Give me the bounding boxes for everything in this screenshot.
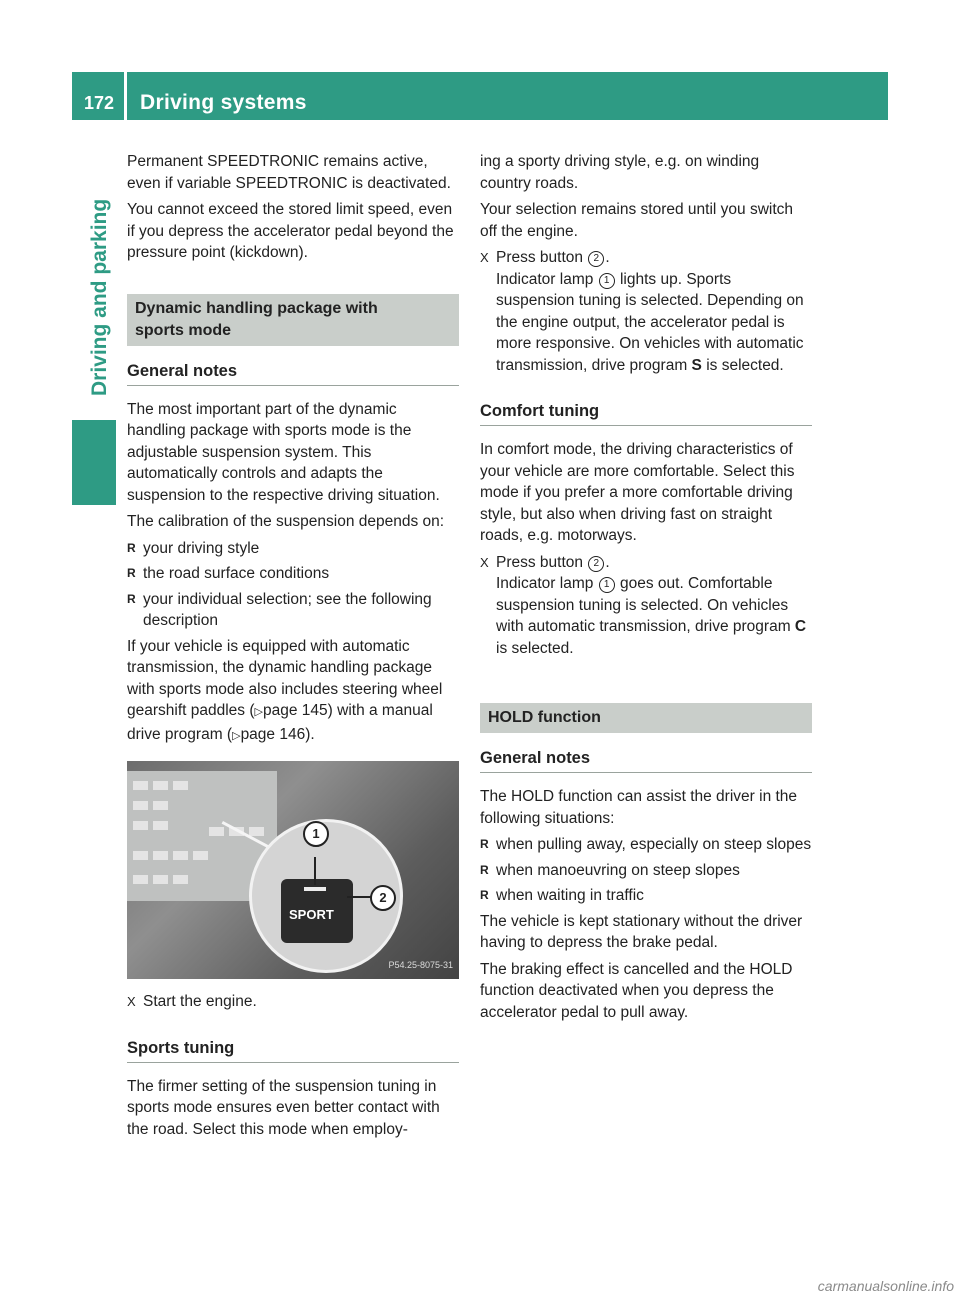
step-arrow-icon: X [480,250,489,265]
callout-badge-2: 2 [370,885,396,911]
step-text: Press button [496,553,588,571]
hold-general-notes-heading: General notes [480,747,812,773]
console-key [153,875,168,884]
list-item: R when pulling away, especially on steep slopes [480,834,812,856]
step-text: . [605,249,610,266]
dynamic-handling-heading-line-2: sports mode [135,321,232,339]
dynamic-handling-heading-line-1: Dynamic handling package with [135,299,378,317]
list-item: R when manoeuvring on steep slopes [480,860,812,882]
step-text: Start the engine. [143,993,257,1010]
console-key [133,801,148,810]
console-key [153,801,168,810]
step-text: is selected. [496,639,574,657]
console-key [133,821,148,830]
step-text: . [605,553,610,571]
drive-program-c: C [794,618,807,635]
dynamic-handling-heading [127,294,459,346]
indicator-lamp [304,887,326,891]
intro-paragraph-2: You cannot exceed the stored limit speed, even if you depress the accelerator pedal beyond the pressure point (kickdown). [127,201,454,261]
step-text: Indicator lamp [496,575,598,592]
step-text: is selected. [701,356,784,374]
step-text: goes out. Comfortable suspension tuning is selected. On vehicles with automatic transmission, drive program [496,575,795,635]
drive-program-s: S [691,356,702,374]
sports-tuning-heading: Sports tuning [127,1037,459,1063]
list-item: R your individual selection; see the following description [127,589,459,632]
step-arrow-icon: X [480,554,489,570]
right-column [480,151,812,1028]
hold-paragraph-2: The vehicle is kept stationary without the driver having to depress the brake pedal. [480,912,803,951]
text-segment: ) with a manual drive program ( [127,702,433,743]
step-press-button-comfort [480,552,812,660]
hold-situations-list [480,834,812,907]
step-start-engine [127,991,459,1013]
step-text: Indicator lamp [496,270,598,288]
console-key [173,851,188,860]
console-key [153,851,168,860]
console-key [249,827,264,836]
step-text: Press button [496,249,588,266]
side-tab-block [72,420,116,505]
page-ref-link[interactable]: page 145 [263,702,328,719]
step-arrow-icon: X [127,994,136,1009]
general-paragraph-3 [127,636,459,748]
console-key [133,851,148,860]
text-segment: If your vehicle is equipped with automatic transmission, the dynamic handling package with sports mode also includes steering wheel gearshift paddles ( [127,637,443,719]
page-ref-arrow-icon: ▷ [232,729,241,742]
calibration-list [127,538,459,632]
selection-stored-paragraph: Your selection remains stored until you switch off the engine. [480,201,794,240]
console-key [133,781,148,790]
list-item: R your driving style [127,538,459,560]
hold-function-heading-text: HOLD function [488,709,601,726]
sports-tuning-paragraph: The firmer setting of the suspension tuning in sports mode ensures even better contact with the road. Select this mode when employ- [127,1077,440,1138]
figure-code: P54.25-8075-31 [388,959,453,970]
console-key [173,781,188,790]
list-item: R when waiting in traffic [480,885,812,907]
circle-2-icon: 2 [588,556,604,572]
text-segment: ). [305,725,315,743]
page-number: 172 [84,93,115,113]
general-paragraph-1: The most important part of the dynamic handling package with sports mode is the adjustable suspension system. This automatically controls and adapts the suspension to the respective driving situation. [127,400,440,504]
side-tab-label: Driving and parking [88,198,111,396]
hold-function-heading [480,703,812,733]
comfort-tuning-heading: Comfort tuning [480,400,812,426]
console-key [173,875,188,884]
sports-tuning-continued: ing a sporty driving style, e.g. on winding country roads. [480,153,760,192]
hold-paragraph-1: The HOLD function can assist the driver in the following situations: [480,788,798,827]
list-item: R the road surface conditions [127,563,459,585]
console-key [133,875,148,884]
hold-paragraph-3: The braking effect is cancelled and the HOLD function deactivated when you depress the accelerator pedal to pull away. [480,960,793,1021]
step-text: lights up. Sports suspension tuning is selected. Depending on the engine output, the accelerator pedal is more responsive. On vehicles with automatic transmission, drive program [496,270,804,374]
header-separator [124,72,127,120]
console-key [193,851,208,860]
sport-button-label: SPORT [289,907,334,922]
comfort-paragraph: In comfort mode, the driving characteristics of your vehicle are more comfortable. Select this mode if you prefer a more comfortable driving style, but also when driving fast on straight roads, e.g. motorways. [480,441,795,544]
console-key [209,827,224,836]
callout-badge-1: 1 [303,821,329,847]
page-ref-link[interactable]: page 146 [240,725,306,743]
watermark: carmanualsonline.info [817,1277,954,1294]
left-column [127,151,459,1145]
general-notes-heading: General notes [127,360,459,386]
console-key [153,781,168,790]
console-key [153,821,168,830]
general-paragraph-2: The calibration of the suspension depends on: [127,513,445,530]
page-ref-arrow-icon: ▷ [254,706,263,718]
step-press-button-sport [480,247,812,376]
sport-button-figure [127,761,459,979]
callout-line [314,857,316,885]
circle-2-icon: 2 [588,251,604,267]
circle-1-icon: 1 [599,577,615,593]
circle-1-icon: 1 [599,273,615,289]
intro-paragraph-1: Permanent SPEEDTRONIC remains active, even if variable SPEEDTRONIC is deactivated. [127,153,451,192]
section-title: Driving systems [140,91,307,114]
